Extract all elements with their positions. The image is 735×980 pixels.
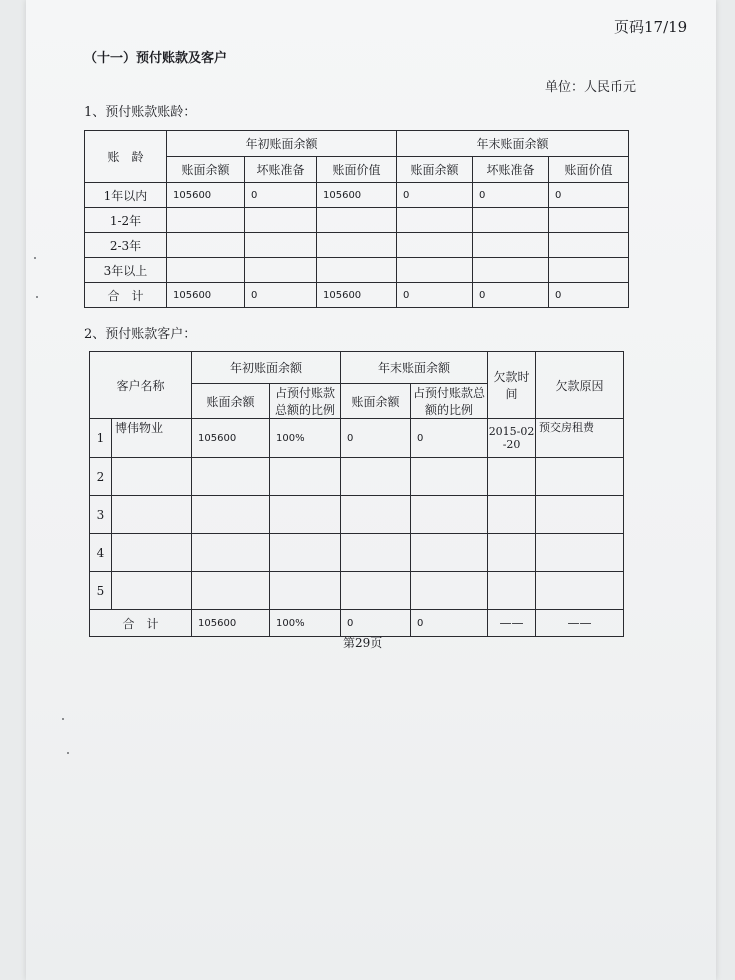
customers-table — [89, 351, 624, 637]
row-label: 3年以上 — [85, 258, 167, 283]
cell — [167, 208, 245, 233]
cell — [192, 496, 270, 534]
table-row — [90, 496, 624, 534]
cell: 105600 — [192, 419, 270, 458]
cell — [473, 233, 549, 258]
cell — [341, 496, 411, 534]
cell — [270, 534, 341, 572]
cell: 0 — [397, 183, 473, 208]
currency-unit: 单位：人民币元 — [545, 80, 637, 95]
total-label: 合 计 — [90, 610, 192, 637]
aging-subtitle: 1、预付账款账龄： — [84, 105, 197, 120]
row-index: 4 — [90, 534, 112, 572]
table-row — [90, 458, 624, 496]
total-row — [90, 610, 624, 637]
cell — [317, 258, 397, 283]
begin-provision-col: 坏账准备 — [245, 157, 317, 183]
table-row — [85, 183, 629, 208]
cell: 0 — [341, 610, 411, 637]
cell — [549, 208, 629, 233]
arrears-reason — [536, 458, 624, 496]
cell — [167, 258, 245, 283]
arrears-time-header: 欠款时间 — [488, 352, 536, 419]
total-reason: —— — [536, 610, 624, 637]
cell — [549, 233, 629, 258]
cell — [270, 458, 341, 496]
arrears-reason — [536, 534, 624, 572]
cell — [473, 258, 549, 283]
end-balance-header: 年末账面余额 — [397, 131, 629, 157]
cell — [245, 208, 317, 233]
cell: 100% — [270, 610, 341, 637]
cell — [549, 258, 629, 283]
cell — [397, 233, 473, 258]
customer-name — [112, 458, 192, 496]
cell: 105600 — [192, 610, 270, 637]
cell — [192, 534, 270, 572]
cell: 0 — [473, 183, 549, 208]
end-ratio-col: 占预付账款总额的比例 — [411, 384, 488, 419]
cell — [270, 572, 341, 610]
cell — [341, 534, 411, 572]
paper-speck — [62, 718, 64, 720]
page-footer: 第29页 — [343, 636, 383, 650]
cell — [411, 572, 488, 610]
cell — [245, 258, 317, 283]
cell — [167, 233, 245, 258]
cell — [411, 534, 488, 572]
arrears-reason — [536, 496, 624, 534]
arrears-reason-header: 欠款原因 — [536, 352, 624, 419]
table-row — [85, 233, 629, 258]
cell — [473, 208, 549, 233]
row-index: 2 — [90, 458, 112, 496]
cell: 0 — [473, 283, 549, 308]
row-label: 1年以内 — [85, 183, 167, 208]
cell: 0 — [397, 283, 473, 308]
age-header: 账 龄 — [85, 131, 167, 183]
cell: 0 — [549, 283, 629, 308]
cell: 100% — [270, 419, 341, 458]
cell — [341, 458, 411, 496]
end-provision-col: 坏账准备 — [473, 157, 549, 183]
cell: 0 — [245, 183, 317, 208]
begin-balance-header: 年初账面余额 — [192, 352, 341, 384]
row-label: 2-3年 — [85, 233, 167, 258]
begin-balance-col: 账面余额 — [167, 157, 245, 183]
begin-balance-header: 年初账面余额 — [167, 131, 397, 157]
cell — [270, 496, 341, 534]
table-row — [85, 258, 629, 283]
cell: 0 — [411, 419, 488, 458]
cell: 105600 — [167, 283, 245, 308]
table-row — [90, 419, 624, 458]
cell — [397, 258, 473, 283]
row-index: 1 — [90, 419, 112, 458]
arrears-time — [488, 572, 536, 610]
cell — [192, 458, 270, 496]
arrears-time: 2015-02-20 — [488, 419, 536, 458]
customer-name — [112, 496, 192, 534]
cell: 0 — [411, 610, 488, 637]
total-time: —— — [488, 610, 536, 637]
paper-speck — [34, 257, 36, 259]
cell — [341, 572, 411, 610]
end-balance-header: 年末账面余额 — [341, 352, 488, 384]
begin-value-col: 账面价值 — [317, 157, 397, 183]
row-index: 5 — [90, 572, 112, 610]
cell — [192, 572, 270, 610]
end-balance-col: 账面余额 — [397, 157, 473, 183]
cell — [245, 233, 317, 258]
row-label: 1-2年 — [85, 208, 167, 233]
total-label: 合 计 — [85, 283, 167, 308]
customers-subtitle: 2、预付账款客户： — [84, 327, 197, 342]
cell: 0 — [549, 183, 629, 208]
table-row — [85, 208, 629, 233]
cell — [411, 496, 488, 534]
arrears-time — [488, 496, 536, 534]
cell: 0 — [245, 283, 317, 308]
customer-name — [112, 572, 192, 610]
customer-name — [112, 534, 192, 572]
table-row — [90, 572, 624, 610]
cell — [317, 233, 397, 258]
cell: 105600 — [317, 283, 397, 308]
cell: 105600 — [317, 183, 397, 208]
end-value-col: 账面价值 — [549, 157, 629, 183]
row-index: 3 — [90, 496, 112, 534]
section-title: （十一）预付账款及客户 — [84, 51, 228, 66]
cell: 0 — [341, 419, 411, 458]
table-row — [90, 534, 624, 572]
customer-name-header: 客户名称 — [90, 352, 192, 419]
cell: 105600 — [167, 183, 245, 208]
customer-name: 博伟物业 — [112, 419, 192, 458]
begin-balance-col: 账面余额 — [192, 384, 270, 419]
paper-speck — [36, 296, 38, 298]
end-balance-col: 账面余额 — [341, 384, 411, 419]
arrears-time — [488, 458, 536, 496]
page-code: 页码17/19 — [614, 18, 688, 36]
arrears-time — [488, 534, 536, 572]
cell — [411, 458, 488, 496]
paper-speck — [67, 752, 69, 754]
aging-table — [84, 130, 629, 308]
cell — [317, 208, 397, 233]
arrears-reason — [536, 572, 624, 610]
total-row — [85, 283, 629, 308]
arrears-reason: 预交房租费 — [536, 419, 624, 458]
begin-ratio-col: 占预付账款总额的比例 — [270, 384, 341, 419]
cell — [397, 208, 473, 233]
